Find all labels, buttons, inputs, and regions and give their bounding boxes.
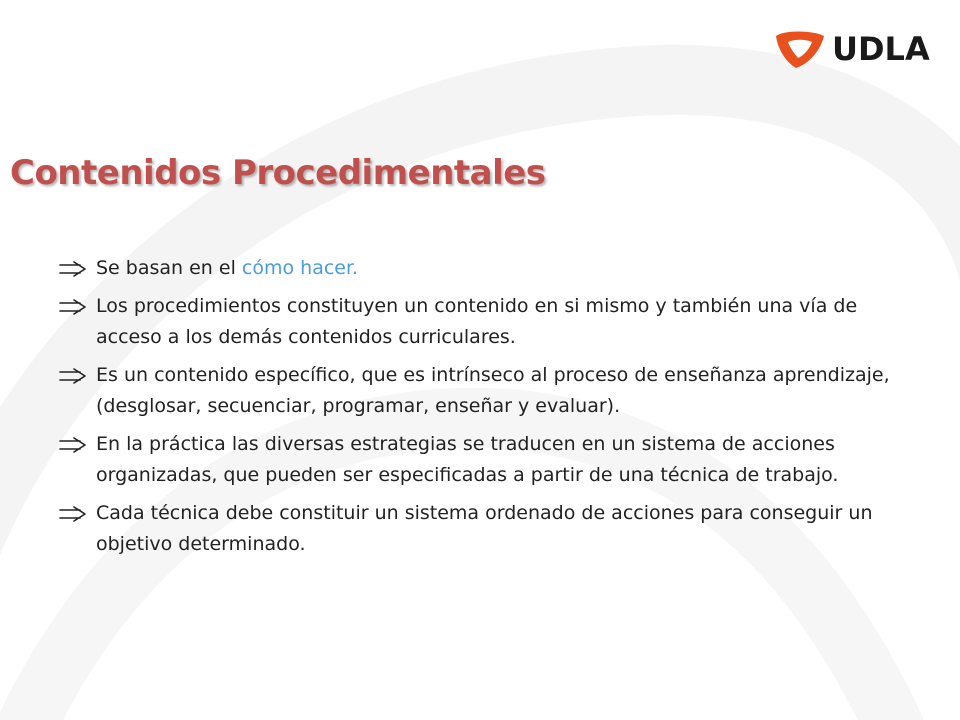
bullet-item — [58, 429, 898, 491]
double-arrow-right-icon — [58, 261, 88, 277]
bullet-text: Cada técnica debe constituir un sistema ordenado de acciones para conseguir un objetivo determinado. — [96, 502, 873, 555]
udla-logo-mark-icon — [776, 32, 824, 69]
bullet-item — [58, 498, 898, 560]
bullet-item — [58, 253, 898, 284]
bullet-list — [58, 253, 898, 567]
double-arrow-right-icon — [58, 437, 88, 453]
page-title: Contenidos Procedimentales — [10, 153, 546, 193]
bullet-text-prefix: Se basan en el — [96, 257, 242, 279]
bullet-item — [58, 360, 898, 422]
bullet-text: En la práctica las diversas estrategias se traducen en un sistema de acciones organizadas, que pueden ser especificadas a partir de una técnica de trabajo. — [96, 433, 839, 486]
udla-logo-wordmark: UDLA — [832, 30, 930, 68]
double-arrow-right-icon — [58, 506, 88, 522]
udla-logo — [772, 22, 932, 70]
double-arrow-right-icon — [58, 368, 88, 384]
bullet-text: Los procedimientos constituyen un contenido en si mismo y también una vía de acceso a los demás contenidos curriculares. — [96, 295, 858, 348]
bullet-text: Es un contenido específico, que es intrínseco al proceso de enseñanza aprendizaje, (desglosar, secuenciar, programar, enseñar y evaluar). — [96, 364, 890, 417]
double-arrow-right-icon — [58, 299, 88, 315]
bullet-item — [58, 291, 898, 353]
bullet-highlight-text: cómo hacer. — [241, 257, 359, 279]
